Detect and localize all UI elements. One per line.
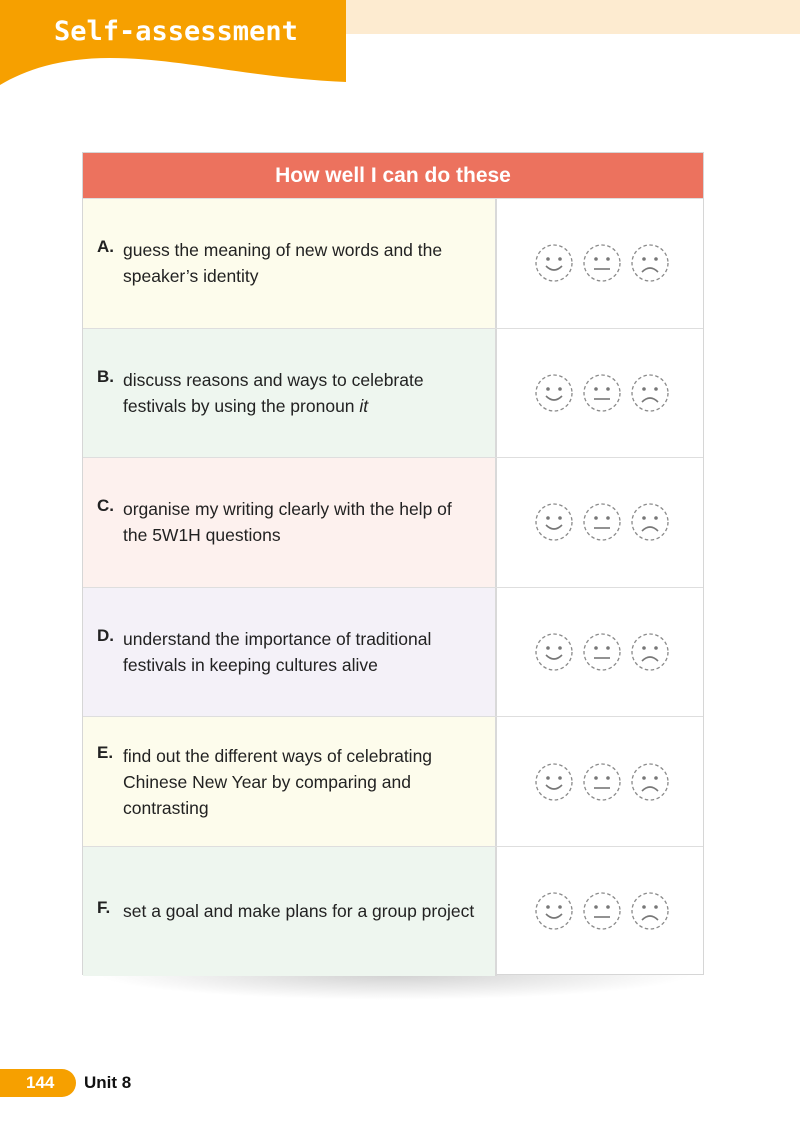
row-text-cell [83, 717, 497, 846]
row-text-cell [83, 588, 497, 717]
row-letter: D. [97, 626, 114, 646]
row-letter: C. [97, 496, 114, 516]
row-statement [123, 367, 479, 419]
assessment-row-d [83, 587, 703, 717]
row-text-cell [83, 458, 497, 587]
sad-face-icon[interactable] [630, 632, 670, 672]
row-text-cell [83, 199, 497, 328]
neutral-face-icon[interactable] [582, 891, 622, 931]
assessment-row-a [83, 198, 703, 328]
row-text-cell [83, 329, 497, 458]
happy-face-icon[interactable] [534, 502, 574, 542]
happy-face-icon[interactable] [534, 632, 574, 672]
sad-face-icon[interactable] [630, 502, 670, 542]
header-banner [0, 0, 346, 92]
neutral-face-icon[interactable] [582, 373, 622, 413]
face-rating [497, 458, 703, 587]
row-statement: find out the different ways of celebrating Chinese New Year by comparing and contrasting [123, 745, 433, 818]
neutral-face-icon[interactable] [582, 502, 622, 542]
assessment-row-b [83, 328, 703, 458]
assessment-row-e [83, 716, 703, 846]
sad-face-icon[interactable] [630, 762, 670, 802]
row-statement-text: discuss reasons and ways to celebrate festivals by using the pronoun [123, 369, 424, 416]
neutral-face-icon[interactable] [582, 762, 622, 802]
sad-face-icon[interactable] [630, 373, 670, 413]
assessment-row-f [83, 846, 703, 976]
row-letter: F. [97, 898, 111, 918]
row-statement: organise my writing clearly with the help of the 5W1H questions [123, 499, 452, 546]
row-text-cell [83, 847, 497, 976]
table-shadow [96, 974, 694, 1000]
self-assessment-table [82, 152, 704, 975]
face-rating [497, 847, 703, 976]
unit-label: Unit 8 [84, 1073, 132, 1092]
face-rating [497, 588, 703, 717]
sad-face-icon[interactable] [630, 891, 670, 931]
page-title: Self-assessment [54, 16, 298, 47]
face-rating [497, 199, 703, 328]
table-heading: How well I can do these [83, 153, 703, 198]
row-statement: understand the importance of traditional festivals in keeping cultures alive [123, 629, 432, 676]
happy-face-icon[interactable] [534, 891, 574, 931]
row-letter: B. [97, 366, 114, 386]
row-statement: set a goal and make plans for a group project [123, 901, 475, 922]
row-letter: A. [97, 237, 114, 257]
neutral-face-icon[interactable] [582, 243, 622, 283]
happy-face-icon[interactable] [534, 243, 574, 283]
assessment-row-c [83, 457, 703, 587]
face-rating [497, 717, 703, 846]
top-band [345, 0, 800, 34]
row-statement: guess the meaning of new words and the speaker’s identity [123, 240, 443, 287]
neutral-face-icon[interactable] [582, 632, 622, 672]
row-letter: E. [97, 742, 114, 762]
face-rating [497, 329, 703, 458]
happy-face-icon[interactable] [534, 762, 574, 802]
sad-face-icon[interactable] [630, 243, 670, 283]
happy-face-icon[interactable] [534, 373, 574, 413]
row-statement-italic: it [359, 395, 369, 416]
page-number: 144 [26, 1073, 55, 1092]
page-number-tab [0, 1069, 76, 1097]
